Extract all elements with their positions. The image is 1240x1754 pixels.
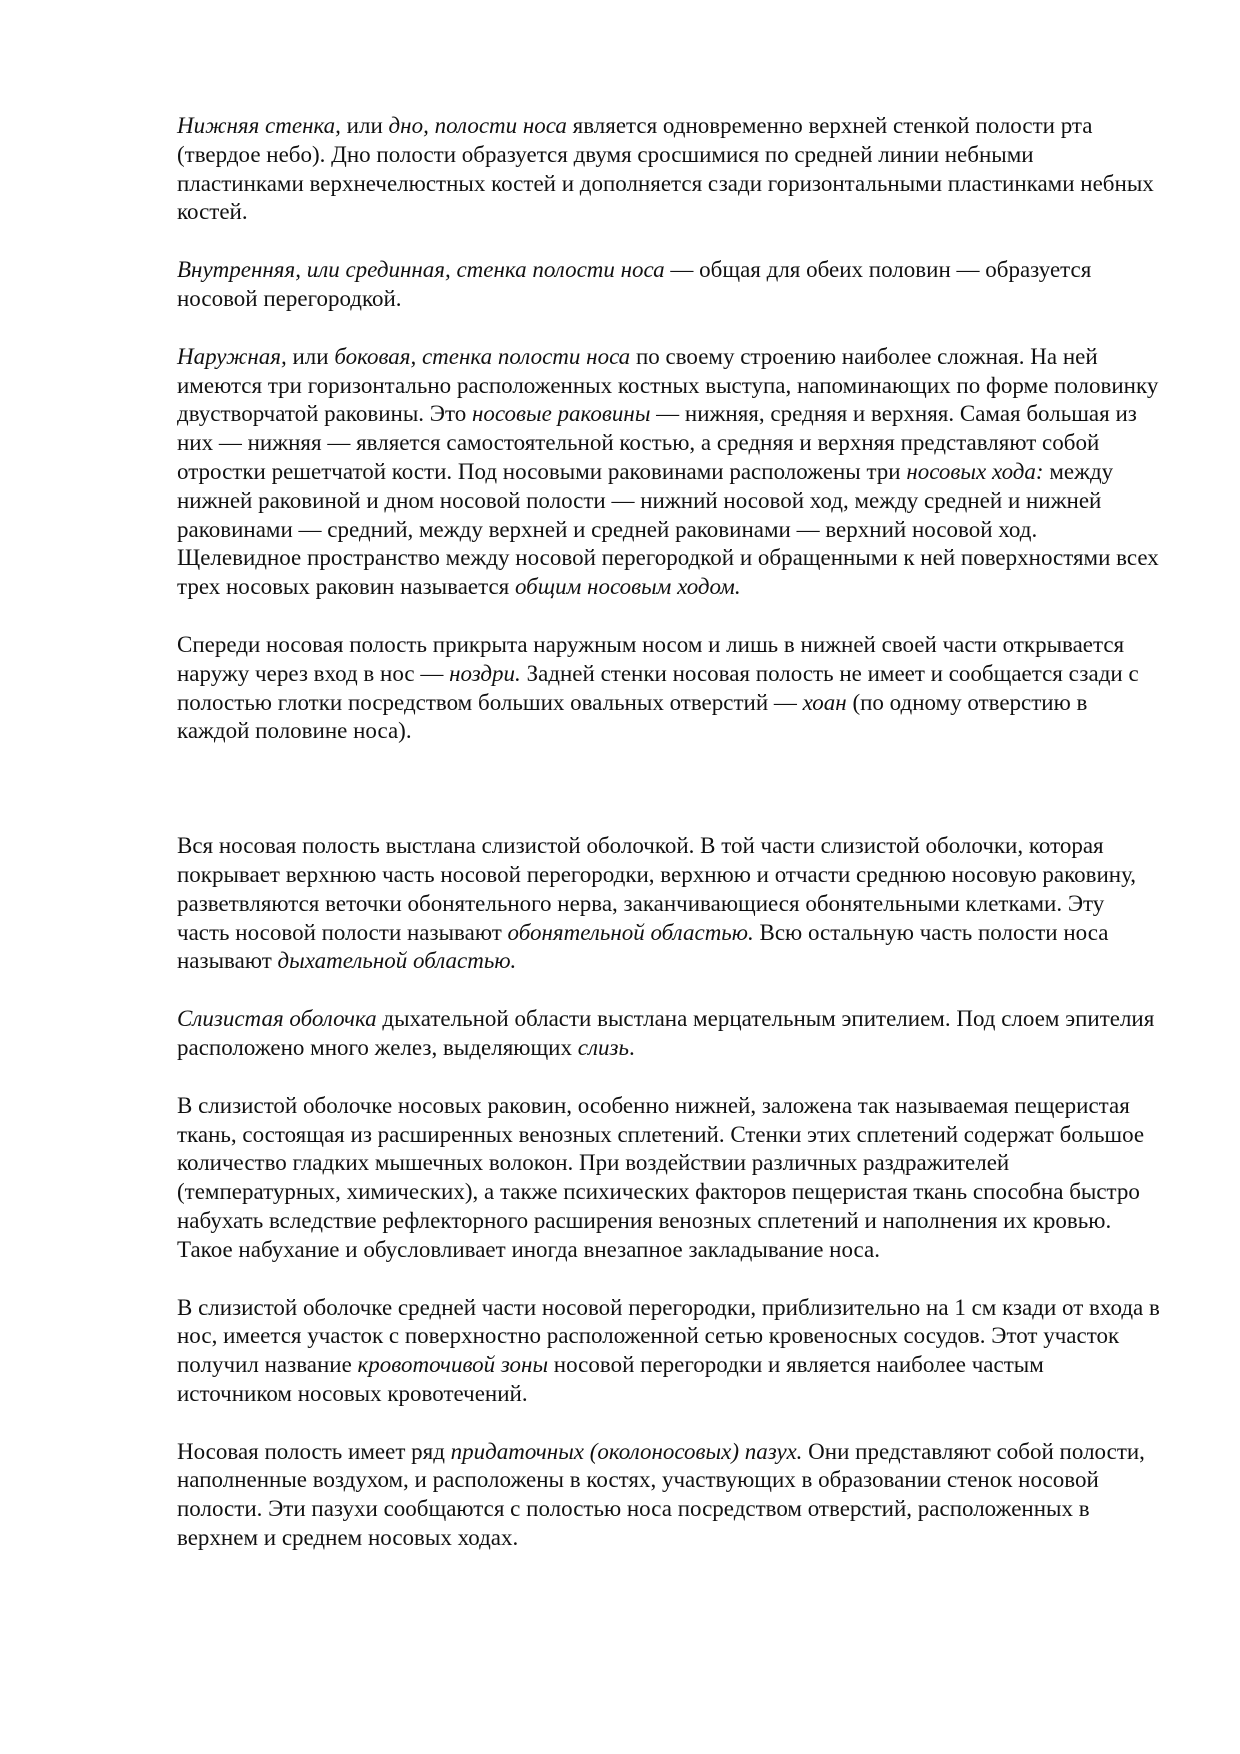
text-segment: — нижняя, средняя и верхняя. Самая большая из них — нижняя — является самостоятельной костью, а средняя и верхняя представляют собой отростки решетчатой кости. Под носовыми раковинами расположены три <box>177 401 1137 484</box>
text-segment: Всю остальную часть полости носа называют <box>177 919 1109 974</box>
italic-term: кровоточивой зоны <box>357 1352 549 1378</box>
italic-term: слизь <box>577 1034 629 1060</box>
text-segment: между нижней раковиной и дном носовой полости — нижний носовой ход, между средней и нижней раковинами — средний, между верхней и средней раковинами — верхний носовой ход. Щелевидное пространство между носовой перегородкой и обращенными к ней поверхностями всех трех носовых раковин называется <box>177 458 1159 600</box>
text-segment: Спереди носовая полость прикрыта наружным носом и лишь в нижней своей части открывается наружу через вход в нос — <box>177 631 1125 686</box>
text-segment: Носовая полость имеет ряд <box>177 1438 451 1464</box>
text-segment: Они представляют собой полости, наполненные воздухом, и расположены в костях, участвующих в образовании стенок носовой полости. Эти пазухи сообщаются с полостью носа посредством отверстий, расположенных в верхнем и среднем носовых ходах. <box>177 1438 1145 1551</box>
italic-term: придаточных (околоносовых) пазух. <box>450 1438 803 1464</box>
paragraph <box>177 256 1162 314</box>
italic-term: дыхательной областью. <box>277 948 517 974</box>
text-segment: Вся носовая полость выстлана слизистой оболочкой. В той части слизистой оболочки, которая покрывает верхнюю часть носовой перегородки, верхнюю и отчасти среднюю носовую раковину, разветвляются веточки обонятельного нерва, заканчивающиеся обонятельными клетками. Эту часть носовой полости называют <box>177 833 1137 945</box>
paragraph <box>177 1005 1162 1063</box>
italic-term: Внутренняя, или срединная, стенка полости носа <box>177 257 665 283</box>
document-body <box>177 112 1162 1582</box>
paragraph <box>177 631 1162 746</box>
text-segment: Задней стенки носовая полость не имеет и сообщается сзади с полостью глотки посредством больших овальных отверстий — <box>177 660 1139 715</box>
italic-term: дно, полости носа <box>388 113 567 138</box>
paragraph <box>177 832 1162 976</box>
text-segment: — общая для обеих половин — образуется носовой перегородкой. <box>177 257 1092 311</box>
text-segment: носовой перегородки и является наиболее частым источником носовых кровотечений. <box>177 1352 1044 1406</box>
text-segment: дыхательной области выстлана мерцательным эпителием. Под слоем эпителия расположено много желез, выделяющих <box>177 1006 1155 1060</box>
italic-term: обонятельной областью. <box>507 919 754 945</box>
italic-term: носовые раковины <box>471 401 651 427</box>
paragraph <box>177 1438 1162 1553</box>
paragraph <box>177 343 1162 602</box>
text-segment: (по одному отверстию в каждой половине носа). <box>177 689 1088 744</box>
paragraph <box>177 1092 1162 1265</box>
italic-term: боковая, стенка полости носа <box>334 343 631 369</box>
text-segment: В слизистой оболочке средней части носовой перегородки, приблизительно на 1 см кзади от входа в нос, имеется участок с поверхностно расположенной сетью кровеносных сосудов. Этот участок получил название <box>177 1294 1160 1378</box>
text-segment: В слизистой оболочке носовых раковин, особенно нижней, заложена так называемая пещеристая ткань, состоящая из расширенных венозных сплетений. Стенки этих сплетений содержат большое количество гладких мышечных волокон. При воздействии различных раздражителей (температурных, химических), а также психических факторов пещеристая ткань способна быстро набухать вследствие рефлекторного расширения венозных сплетений и наполнения их кровью. Такое набухание и обусловливает иногда внезапное закладывание носа. <box>177 1092 1145 1262</box>
paragraph <box>177 112 1162 227</box>
italic-term: ноздри. <box>449 660 521 686</box>
italic-term: Слизистая оболочка <box>177 1006 377 1032</box>
italic-term: общим носовым ходом. <box>514 574 741 600</box>
text-segment: по своему строению наиболее сложная. На ней имеются три горизонтально расположенных костных выступа, напоминающих по форме половинку двустворчатой раковины. Это <box>177 343 1159 427</box>
italic-term: Наружная, <box>177 343 287 369</box>
paragraph <box>177 1294 1162 1409</box>
italic-term: хоан <box>802 689 847 715</box>
text-segment: является одновременно верхней стенкой полости рта (твердое небо). Дно полости образуется двумя сросшимися по средней линии небными пластинками верхнечелюстных костей и дополняется сзади горизонтальными пластинками небных костей. <box>177 113 1154 225</box>
text-segment: или <box>286 343 335 369</box>
italic-term: Нижняя стенка, <box>177 113 341 138</box>
text-segment: . <box>628 1034 635 1060</box>
italic-term: носовых хода: <box>906 458 1044 484</box>
text-segment: или <box>340 113 389 138</box>
